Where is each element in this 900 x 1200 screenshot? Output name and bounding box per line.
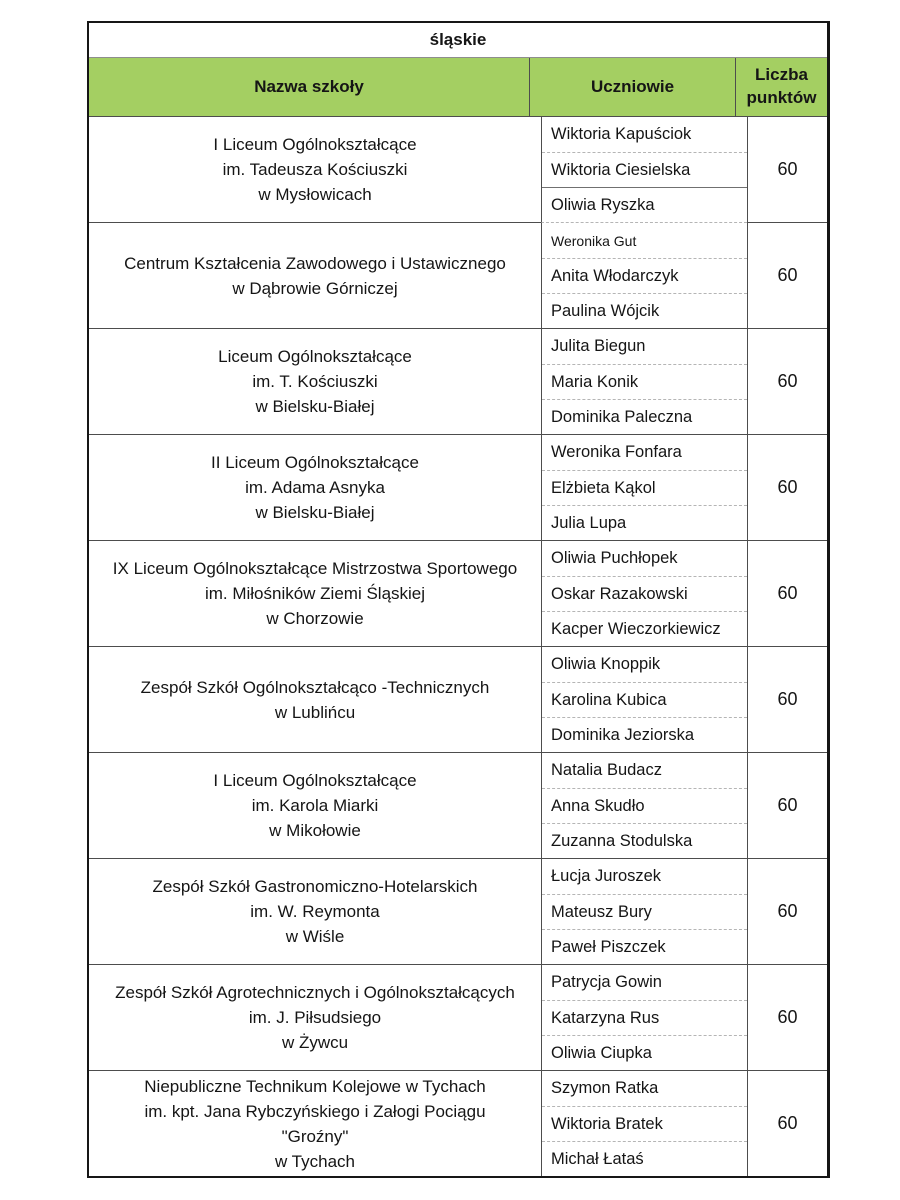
school-row (89, 222, 827, 328)
points-cell: 60 (747, 328, 827, 434)
school-name-cell (89, 434, 541, 540)
student-name: Wiktoria Ciesielska (542, 152, 747, 187)
school-name-line: IX Liceum Ogólnokształcące Mistrzostwa Sportowego (112, 559, 518, 578)
school-name-line: w Mikołowie (269, 821, 361, 840)
student-name: Patrycja Gowin (551, 973, 662, 991)
school-name-line: Zespół Szkół Agrotechnicznych i Ogólnokształcących (115, 983, 515, 1002)
school-row (89, 752, 827, 858)
students-cell (541, 434, 747, 540)
points-cell: 60 (747, 434, 827, 540)
points-cell: 60 (747, 222, 827, 328)
student-name: Oliwia Ciupka (542, 1035, 747, 1070)
school-name-line: im. Karola Miarki (251, 796, 379, 815)
school-name-line: II Liceum Ogólnokształcące (211, 453, 419, 472)
student-name: Oliwia Puchłopek (551, 549, 678, 567)
points-cell: 60 (747, 646, 827, 752)
school-name-line: Niepubliczne Technikum Kolejowe w Tychach (144, 1076, 486, 1096)
school-name-line: im. T. Kościuszki (252, 372, 378, 391)
student-name: Julia Lupa (542, 505, 747, 540)
school-name-line: w Dąbrowie Górniczej (232, 278, 398, 298)
student-name: Anita Włodarczyk (542, 258, 747, 293)
students-cell (541, 964, 747, 1070)
school-name-line: im. Miłośników Ziemi Śląskiej (204, 584, 426, 603)
column-header-students: Uczniowie (529, 58, 735, 116)
school-name-cell (89, 540, 541, 646)
student-name: Weronika Gut (551, 232, 637, 249)
student-name: Natalia Budacz (551, 761, 662, 779)
student-name: Paulina Wójcik (542, 293, 747, 328)
students-cell (541, 222, 747, 328)
points-header-line1: Liczba (755, 65, 808, 85)
student-name: Maria Konik (542, 364, 747, 399)
points-cell: 60 (747, 752, 827, 858)
region-title: śląskie (89, 23, 827, 58)
student-name: Oliwia Knoppik (551, 655, 661, 673)
school-row (89, 858, 827, 964)
student-name: Karolina Kubica (542, 682, 747, 717)
school-name-cell (89, 222, 541, 328)
school-name-line: im. J. Piłsudsiego (248, 1008, 382, 1027)
student-name: Katarzyna Rus (542, 1000, 747, 1035)
school-row (89, 1070, 827, 1176)
school-row (89, 646, 827, 752)
school-name-cell (89, 328, 541, 434)
school-name-line: I Liceum Ogólnokształcące (213, 135, 417, 154)
results-table (87, 21, 830, 1178)
student-name: Szymon Ratka (551, 1079, 659, 1097)
school-row (89, 434, 827, 540)
school-name-line: w Bielsku-Białej (255, 397, 375, 416)
school-row (89, 540, 827, 646)
points-cell: 60 (747, 116, 827, 222)
school-name-line: w Bielsku-Białej (255, 503, 375, 522)
points-cell: 60 (747, 540, 827, 646)
student-name: Oskar Razakowski (542, 576, 747, 611)
school-name-line: im. Tadeusza Kościuszki (222, 160, 408, 179)
students-cell (541, 752, 747, 858)
student-name: Dominika Jeziorska (542, 717, 747, 752)
table-body (89, 116, 827, 1176)
column-header-points (735, 58, 827, 116)
student-name: Paweł Piszczek (542, 929, 747, 964)
school-name-line: w Tychach (274, 1151, 355, 1171)
student-name: Kacper Wieczorkiewicz (542, 611, 747, 646)
school-name-line: I Liceum Ogólnokształcące (213, 771, 417, 790)
students-cell (541, 328, 747, 434)
points-cell: 60 (747, 964, 827, 1070)
school-row (89, 116, 827, 222)
student-name: Dominika Paleczna (542, 399, 747, 434)
students-cell (541, 646, 747, 752)
column-header-school: Nazwa szkoły (254, 76, 364, 96)
student-name: Oliwia Ryszka (542, 187, 747, 222)
points-header-line2: punktów (746, 88, 817, 107)
students-cell (541, 540, 747, 646)
student-name: Mateusz Bury (542, 894, 747, 929)
school-name-line: w Lublińcu (274, 702, 356, 722)
school-name-line: im. Adama Asnyka (245, 478, 385, 497)
school-row (89, 964, 827, 1070)
students-cell (541, 1070, 747, 1176)
school-name-cell (89, 858, 541, 964)
school-name-line: Centrum Kształcenia Zawodowego i Ustawicznego (124, 253, 506, 273)
student-name: Wiktoria Kapuściok (551, 125, 692, 143)
student-name: Zuzanna Stodulska (542, 823, 747, 858)
school-name-line: Liceum Ogólnokształcące (218, 347, 412, 366)
student-name: Anna Skudło (542, 788, 747, 823)
student-name: Julita Biegun (551, 337, 646, 355)
school-name-line: w Chorzowie (266, 609, 364, 628)
school-name-line: Zespół Szkół Gastronomiczno-Hotelarskich (152, 877, 478, 896)
school-name-cell (89, 646, 541, 752)
school-name-line: im. W. Reymonta (250, 902, 380, 921)
school-name-cell (89, 1070, 541, 1176)
points-cell: 60 (747, 1070, 827, 1176)
school-name-cell (89, 752, 541, 858)
school-name-line: w Mysłowicach (258, 185, 372, 204)
student-name: Michał Łataś (542, 1141, 747, 1176)
student-name: Weronika Fonfara (551, 443, 682, 461)
student-name: Łucja Juroszek (551, 867, 662, 885)
school-row (89, 328, 827, 434)
table-header-row (89, 58, 827, 116)
student-name: Elżbieta Kąkol (542, 470, 747, 505)
student-name: Wiktoria Bratek (542, 1106, 747, 1141)
students-cell (541, 858, 747, 964)
points-cell: 60 (747, 858, 827, 964)
school-name-line: "Groźny" (281, 1126, 349, 1146)
school-name-cell (89, 116, 541, 222)
school-name-cell (89, 964, 541, 1070)
students-cell (541, 116, 747, 222)
school-name-line: w Wiśle (285, 927, 345, 946)
school-name-line: im. kpt. Jana Rybczyńskiego i Załogi Pociągu (144, 1101, 486, 1121)
school-name-line: Zespół Szkół Ogólnokształcąco -Technicznych (140, 677, 490, 697)
school-name-line: w Żywcu (281, 1033, 349, 1052)
